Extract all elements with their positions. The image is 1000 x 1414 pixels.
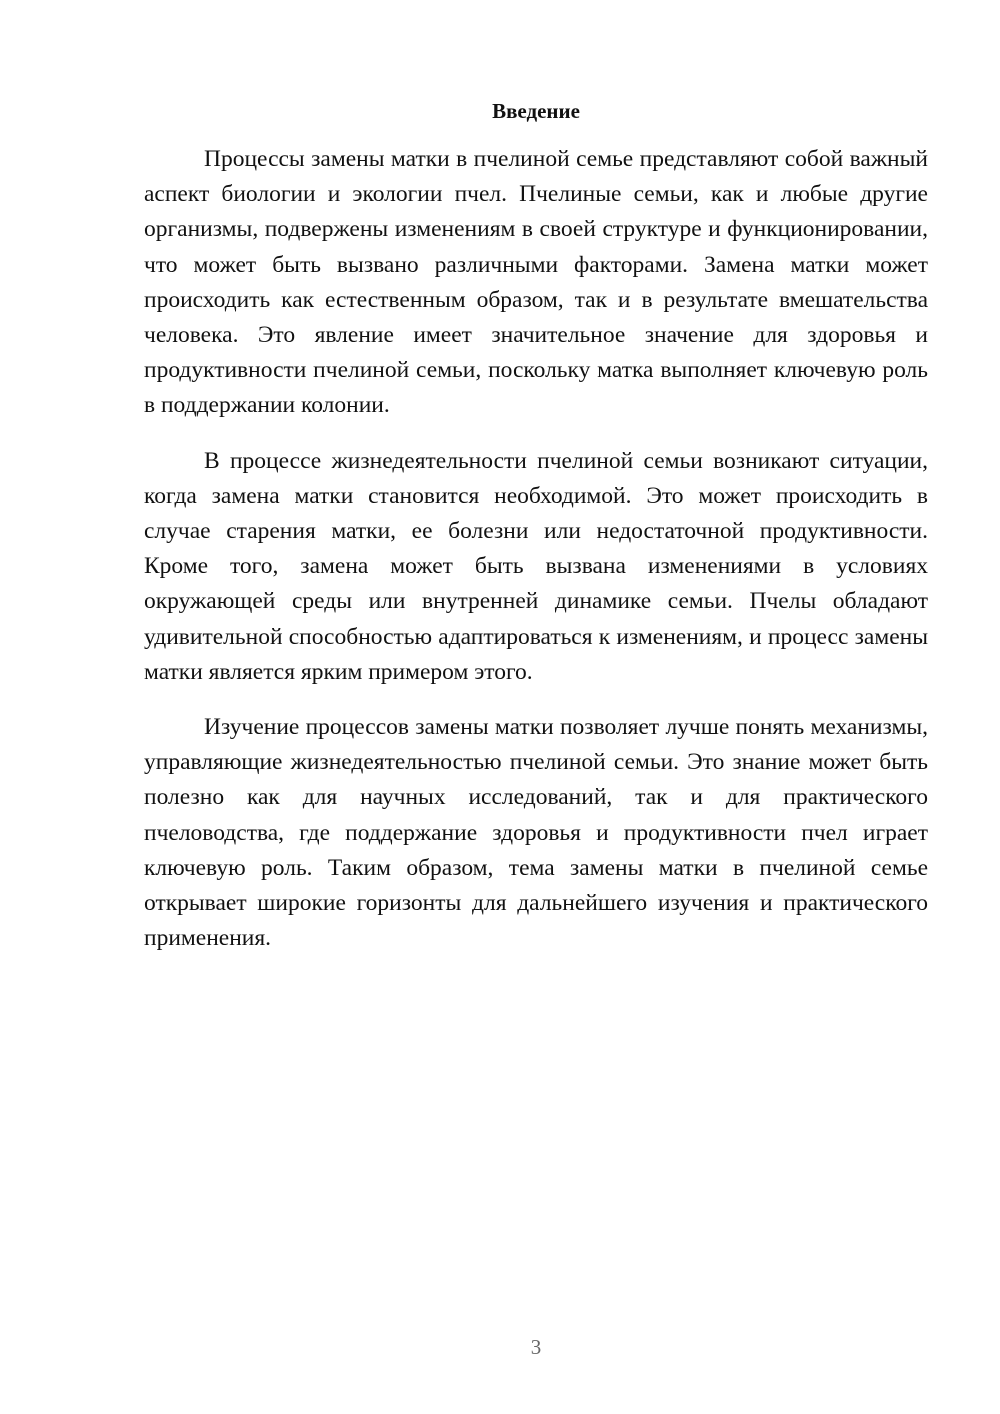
- body-text: [144, 142, 928, 976]
- paragraph-3: Изучение процессов замены матки позволяет лучше понять механизмы, управляющие жизнедеятельностью пчелиной семьи. Это знание может быть полезно как для научных исследований, так и для практического пчеловодства, где поддержание здоровья и продуктивности пчел играет ключевую роль. Таким образом, тема замены матки в пчелиной семье открывает широкие горизонты для дальнейшего изучения и практического применения.: [144, 714, 928, 952]
- section-title: Введение: [492, 99, 580, 123]
- paragraph-1: Процессы замены матки в пчелиной семье представляют собой важный аспект биологии и экологии пчел. Пчелиные семьи, как и любые другие организмы, подвержены изменениям в своей структуре и функционировании, что может быть вызвано различными факторами. Замена матки может происходить как естественным образом, так и в результате вмешательства человека. Это явление имеет значительное значение для здоровья и продуктивности пчелиной семьи, поскольку матка выполняет ключевую роль в поддержании колонии.: [144, 146, 928, 419]
- paragraph-2: В процессе жизнедеятельности пчелиной семьи возникают ситуации, когда замена матки становится необходимой. Это может происходить в случае старения матки, ее болезни или недостаточной продуктивности. Кроме того, замена может быть вызвана изменениями в условиях окружающей среды или внутренней динамике семьи. Пчелы обладают удивительной способностью адаптироваться к изменениям, и процесс замены матки является ярким примером этого.: [144, 447, 928, 685]
- page-number: 3: [530, 1335, 542, 1359]
